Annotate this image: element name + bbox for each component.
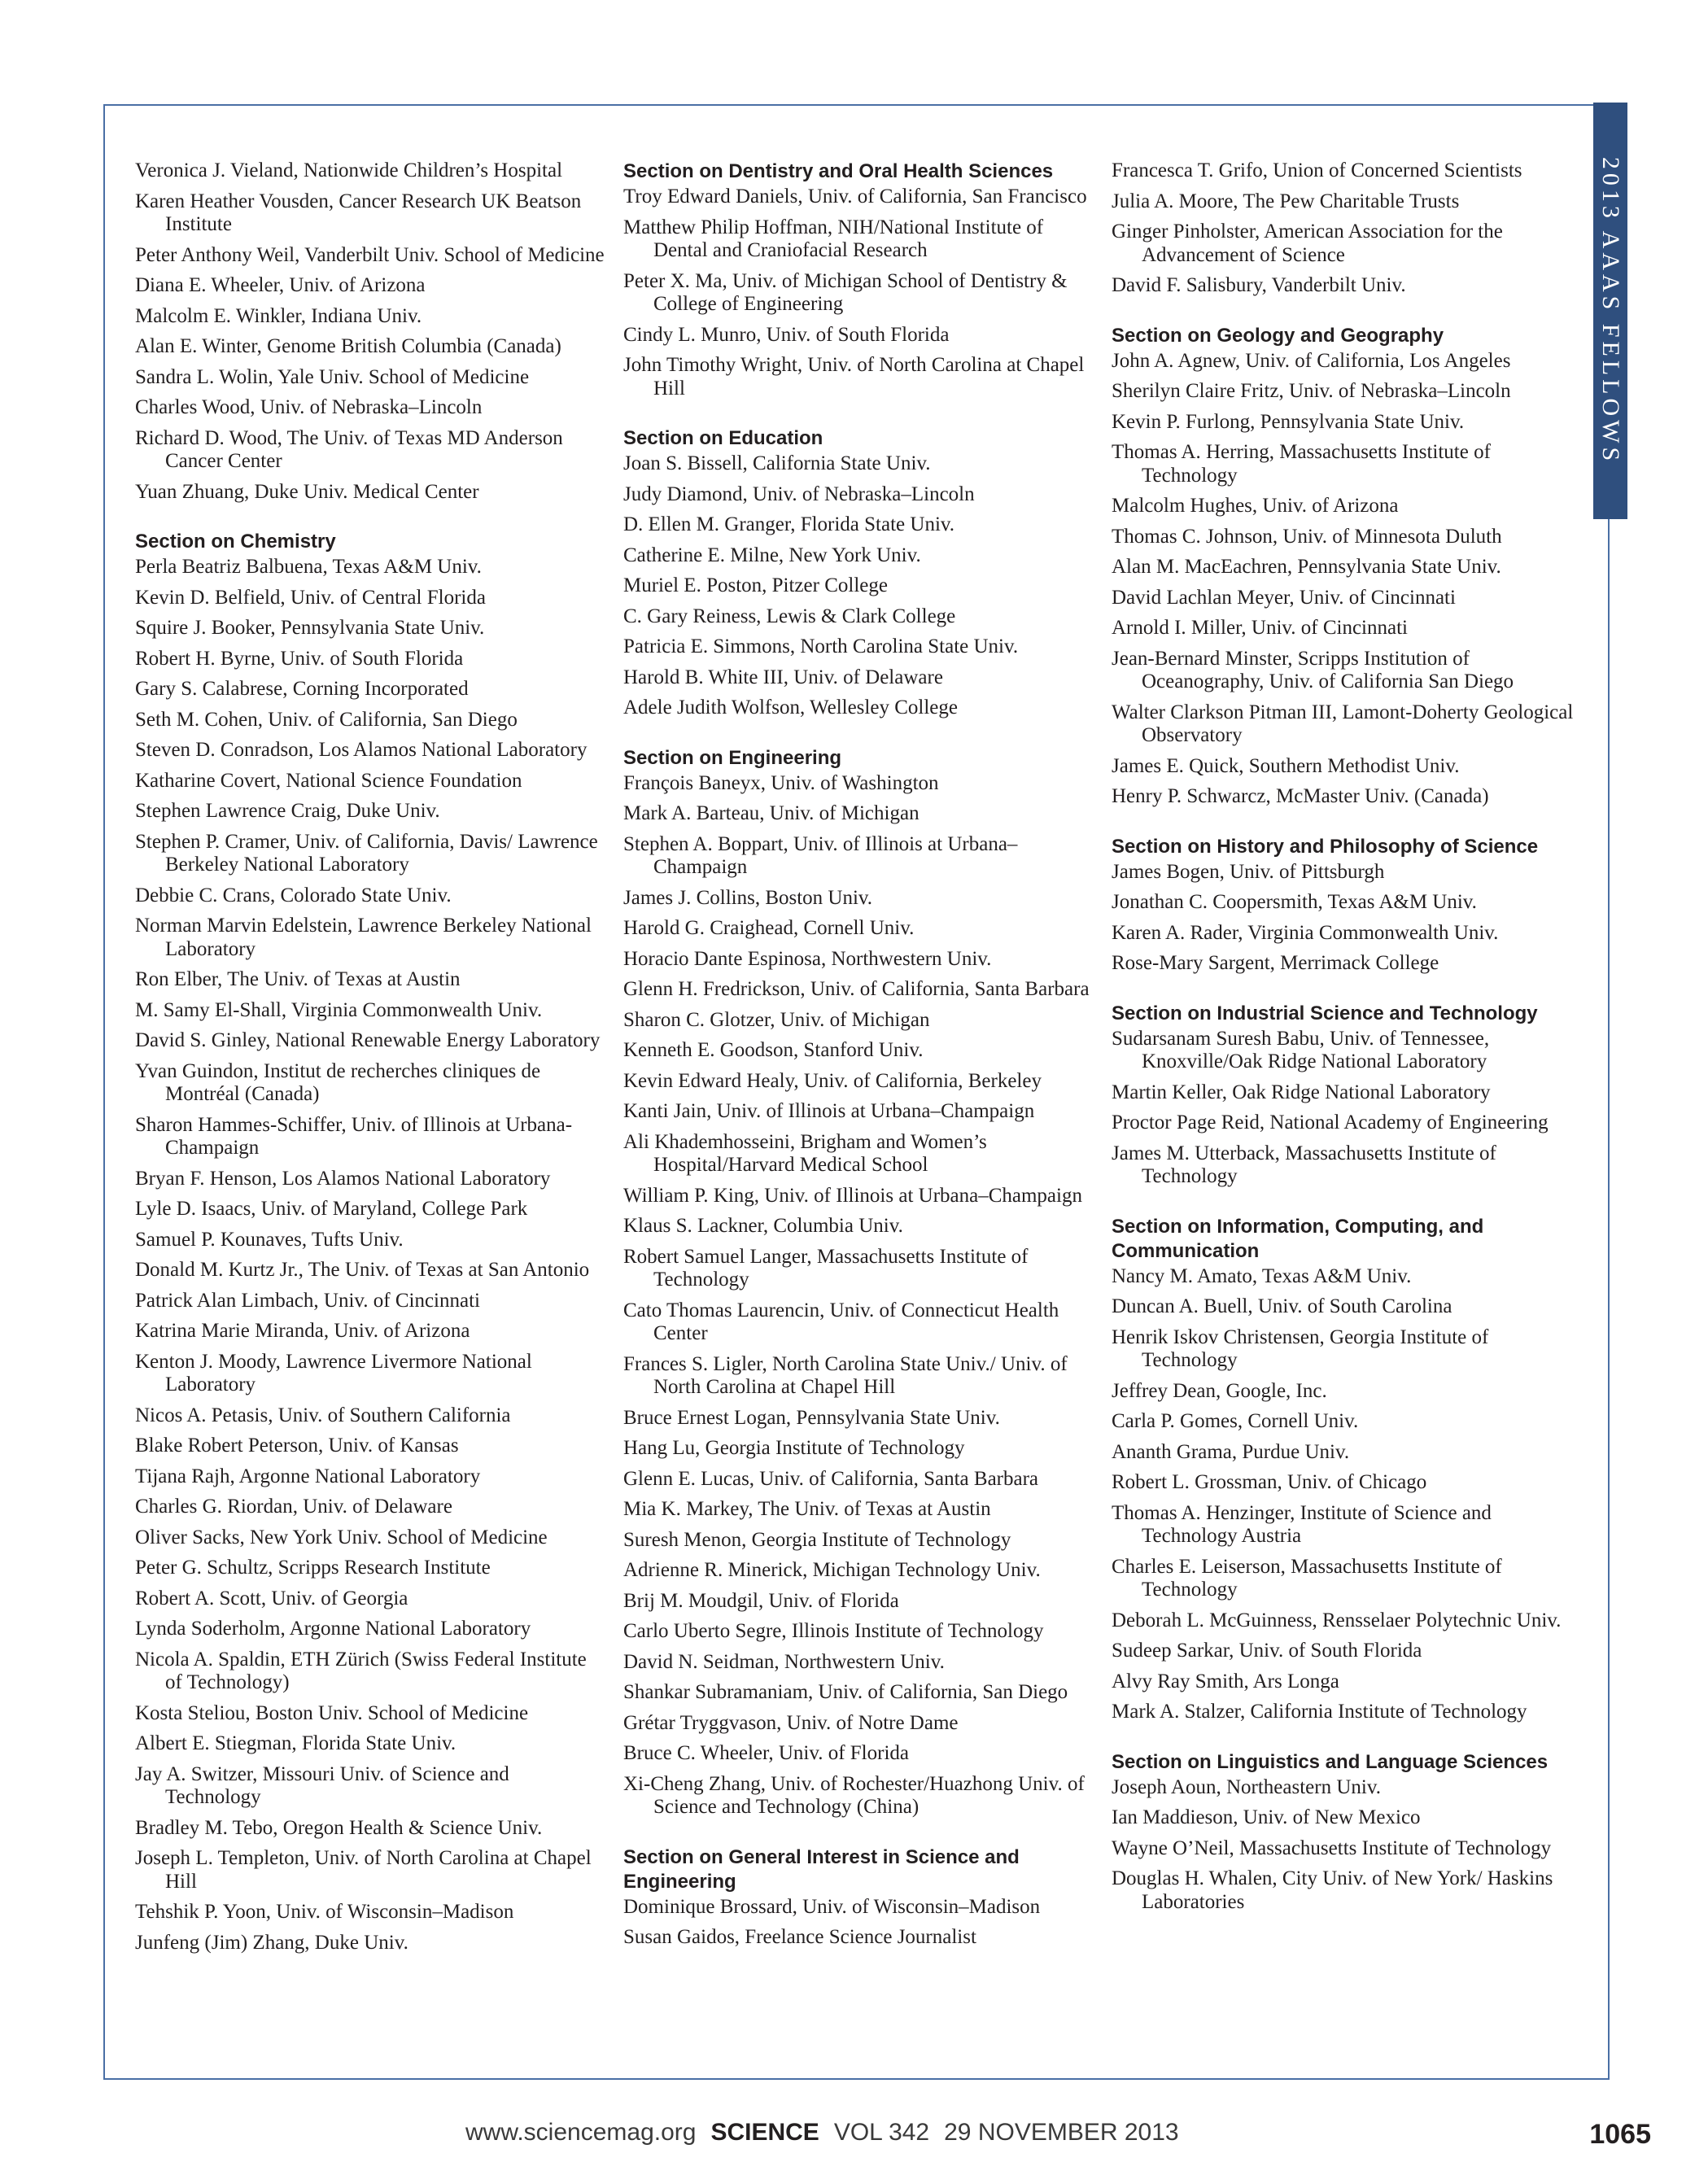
fellow-entry: Kevin D. Belfield, Univ. of Central Florida bbox=[135, 586, 486, 609]
fellow-entry: Veronica J. Vieland, Nationwide Children’s Hospital bbox=[135, 159, 563, 181]
fellow-entry: David S. Ginley, National Renewable Energy Laboratory bbox=[135, 1029, 601, 1051]
fellow-entry: Alvy Ray Smith, Ars Longa bbox=[1112, 1670, 1339, 1692]
fellow-entry: Robert H. Byrne, Univ. of South Florida bbox=[135, 647, 464, 670]
fellow-entry: Ian Maddieson, Univ. of New Mexico bbox=[1112, 1806, 1421, 1828]
side-tab-label: 2013 AAAS FELLOWS bbox=[1597, 156, 1625, 465]
fellow-entry: Kevin P. Furlong, Pennsylvania State Univ. bbox=[1112, 410, 1465, 433]
fellow-entry: Peter X. Ma, Univ. of Michigan School of Dentistry & College of Engineering bbox=[623, 269, 1068, 315]
fellow-entry: Malcolm Hughes, Univ. of Arizona bbox=[1112, 495, 1399, 517]
fellow-entry: Sherilyn Claire Fritz, Univ. of Nebraska–Lincoln bbox=[1112, 380, 1511, 402]
fellow-entry: Kanti Jain, Univ. of Illinois at Urbana–Champaign bbox=[623, 1100, 1035, 1122]
fellow-entry: Gary S. Calabrese, Corning Incorporated bbox=[135, 678, 469, 700]
fellow-entry: Adrienne R. Minerick, Michigan Technology Univ. bbox=[623, 1559, 1041, 1581]
fellow-entry: Harold G. Craighead, Cornell Univ. bbox=[623, 917, 915, 939]
fellow-entry: Robert Samuel Langer, Massachusetts Institute of Technology bbox=[623, 1245, 1029, 1291]
fellow-entry: Thomas A. Herring, Massachusetts Institute of Technology bbox=[1112, 441, 1491, 487]
fellow-entry: Mark A. Stalzer, California Institute of Technology bbox=[1112, 1701, 1527, 1723]
section-heading: Section on Information, Computing, and Communication bbox=[1112, 1215, 1484, 1262]
fellow-entry: Patrick Alan Limbach, Univ. of Cincinnati bbox=[135, 1289, 480, 1312]
fellow-entry: John Timothy Wright, Univ. of North Carolina at Chapel Hill bbox=[623, 354, 1085, 400]
fellow-entry: Ali Khademhosseini, Brigham and Women’s Hospital/Harvard Medical School bbox=[623, 1130, 987, 1176]
fellow-entry: Sharon C. Glotzer, Univ. of Michigan bbox=[623, 1008, 930, 1031]
fellow-entry: Jonathan C. Coopersmith, Texas A&M Univ. bbox=[1112, 891, 1477, 913]
fellow-entry: Jean-Bernard Minster, Scripps Institution of Oceanography, Univ. of California San Diego bbox=[1112, 647, 1514, 692]
fellow-entry: Walter Clarkson Pitman III, Lamont-Doherty Geological Observatory bbox=[1112, 701, 1574, 746]
fellow-entry: Deborah L. McGuinness, Rensselaer Polytechnic Univ. bbox=[1112, 1609, 1562, 1631]
fellow-entry: Cindy L. Munro, Univ. of South Florida bbox=[623, 323, 950, 346]
fellow-entry: Karen A. Rader, Virginia Commonwealth Univ. bbox=[1112, 921, 1499, 944]
fellow-entry: Bryan F. Henson, Los Alamos National Laboratory bbox=[135, 1167, 551, 1190]
fellow-entry: Thomas A. Henzinger, Institute of Science and Technology Austria bbox=[1112, 1501, 1492, 1547]
fellow-entry: Henrik Iskov Christensen, Georgia Institute of Technology bbox=[1112, 1326, 1489, 1371]
fellow-entry: Dominique Brossard, Univ. of Wisconsin–Madison bbox=[623, 1895, 1041, 1918]
fellow-entry: Francesca T. Grifo, Union of Concerned Scientists bbox=[1112, 159, 1522, 181]
fellow-entry: Arnold I. Miller, Univ. of Cincinnati bbox=[1112, 617, 1408, 639]
fellow-entry: Proctor Page Reid, National Academy of Engineering bbox=[1112, 1112, 1549, 1133]
fellow-entry: Douglas H. Whalen, City Univ. of New York/ Haskins Laboratories bbox=[1112, 1867, 1553, 1913]
fellow-entry: Stephen A. Boppart, Univ. of Illinois at Urbana–Champaign bbox=[623, 832, 1018, 878]
fellow-entry: Samuel P. Kounaves, Tufts Univ. bbox=[135, 1228, 404, 1251]
fellow-entry: Duncan A. Buell, Univ. of South Carolina bbox=[1112, 1295, 1452, 1317]
fellow-entry: Bruce C. Wheeler, Univ. of Florida bbox=[623, 1742, 909, 1764]
fellow-entry: Kenneth E. Goodson, Stanford Univ. bbox=[623, 1039, 924, 1061]
fellow-entry: Nancy M. Amato, Texas A&M Univ. bbox=[1112, 1264, 1412, 1287]
section-heading: Section on History and Philosophy of Science bbox=[1112, 835, 1539, 858]
section-side-tab bbox=[1593, 103, 1627, 519]
fellow-entry: William P. King, Univ. of Illinois at Urbana–Champaign bbox=[623, 1184, 1082, 1207]
fellow-entry: David N. Seidman, Northwestern Univ. bbox=[623, 1650, 945, 1673]
fellow-entry: Frances S. Ligler, North Carolina State Univ./ Univ. of North Carolina at Chapel Hill bbox=[623, 1352, 1068, 1398]
page-number: 1065 bbox=[1589, 2119, 1651, 2150]
fellow-entry: James E. Quick, Southern Methodist Univ. bbox=[1112, 754, 1460, 777]
fellow-entry: Peter Anthony Weil, Vanderbilt Univ. School of Medicine bbox=[135, 243, 605, 266]
fellow-entry: Karen Heather Vousden, Cancer Research UK Beatson Institute bbox=[135, 190, 582, 235]
section-heading: Section on Engineering bbox=[623, 746, 842, 769]
fellow-entry: C. Gary Reiness, Lewis & Clark College bbox=[623, 605, 956, 627]
fellow-entry: Patricia E. Simmons, North Carolina State Univ. bbox=[623, 635, 1019, 657]
fellow-entry: Cato Thomas Laurencin, Univ. of Connecticut Health Center bbox=[623, 1299, 1059, 1344]
fellow-entry: Donald M. Kurtz Jr., The Univ. of Texas at San Antonio bbox=[135, 1259, 590, 1281]
fellow-entry: Suresh Menon, Georgia Institute of Technology bbox=[623, 1528, 1011, 1551]
fellow-entry: Ginger Pinholster, American Association for the Advancement of Science bbox=[1112, 221, 1503, 266]
fellow-entry: Judy Diamond, Univ. of Nebraska–Lincoln bbox=[623, 483, 975, 505]
fellow-entry: Alan M. MacEachren, Pennsylvania State Univ. bbox=[1112, 556, 1501, 578]
fellow-entry: Henry P. Schwarcz, McMaster Univ. (Canada) bbox=[1112, 785, 1489, 807]
fellow-entry: Ananth Grama, Purdue Univ. bbox=[1112, 1440, 1350, 1463]
fellow-entry: Yuan Zhuang, Duke Univ. Medical Center bbox=[135, 480, 479, 503]
fellow-entry: Charles G. Riordan, Univ. of Delaware bbox=[135, 1496, 452, 1518]
fellow-entry: Glenn E. Lucas, Univ. of California, Santa Barbara bbox=[623, 1467, 1039, 1490]
fellow-entry: Kenton J. Moody, Lawrence Livermore National Laboratory bbox=[135, 1350, 532, 1395]
fellow-entry: Katrina Marie Miranda, Univ. of Arizona bbox=[135, 1320, 470, 1342]
footer-volume: VOL 342 bbox=[833, 2119, 930, 2146]
fellow-entry: Shankar Subramaniam, Univ. of California, San Diego bbox=[623, 1681, 1068, 1703]
fellow-entry: Grétar Tryggvason, Univ. of Notre Dame bbox=[623, 1711, 959, 1734]
footer-journal: SCIENCE bbox=[710, 2119, 819, 2146]
fellow-entry: Carla P. Gomes, Cornell Univ. bbox=[1112, 1410, 1359, 1432]
fellow-entry: Mark A. Barteau, Univ. of Michigan bbox=[623, 802, 920, 824]
fellow-entry: Blake Robert Peterson, Univ. of Kansas bbox=[135, 1435, 459, 1457]
fellow-entry: Muriel E. Poston, Pitzer College bbox=[623, 574, 888, 596]
fellow-entry: Catherine E. Milne, New York Univ. bbox=[623, 544, 921, 566]
column-2 bbox=[623, 159, 1095, 1957]
section-heading: Section on General Interest in Science and Engineering bbox=[623, 1845, 1020, 1893]
fellow-entry: Yvan Guindon, Institut de recherches cliniques de Montréal (Canada) bbox=[135, 1059, 541, 1105]
fellow-entry: Carlo Uberto Segre, Illinois Institute of Technology bbox=[623, 1620, 1044, 1642]
fellow-entry: Peter G. Schultz, Scripps Research Institute bbox=[135, 1557, 491, 1579]
fellow-entry: Lyle D. Isaacs, Univ. of Maryland, College Park bbox=[135, 1198, 528, 1220]
page-footer bbox=[465, 2119, 1651, 2150]
fellow-entry: James J. Collins, Boston Univ. bbox=[623, 886, 873, 909]
fellow-entry: François Baneyx, Univ. of Washington bbox=[623, 771, 939, 794]
fellow-entry: Bruce Ernest Logan, Pennsylvania State Univ. bbox=[623, 1406, 1000, 1429]
fellow-entry: Diana E. Wheeler, Univ. of Arizona bbox=[135, 274, 426, 296]
section-heading: Section on Education bbox=[623, 427, 823, 449]
fellow-entry: Sandra L. Wolin, Yale Univ. School of Medicine bbox=[135, 365, 530, 388]
fellow-entry: Junfeng (Jim) Zhang, Duke Univ. bbox=[135, 1931, 408, 1954]
section-heading: Section on Chemistry bbox=[135, 531, 336, 552]
fellow-entry: Stephen Lawrence Craig, Duke Univ. bbox=[135, 800, 440, 822]
fellow-entry: Troy Edward Daniels, Univ. of California, San Francisco bbox=[623, 186, 1087, 207]
column-1 bbox=[135, 159, 607, 1962]
fellow-entry: John A. Agnew, Univ. of California, Los Angeles bbox=[1112, 349, 1511, 372]
section-heading: Section on Dentistry and Oral Health Sciences bbox=[623, 160, 1054, 182]
fellow-entry: Charles E. Leiserson, Massachusetts Institute of Technology bbox=[1112, 1555, 1502, 1601]
fellow-entry: Adele Judith Wolfson, Wellesley College bbox=[623, 697, 958, 718]
footer-site: www.sciencemag.org bbox=[465, 2119, 697, 2146]
fellow-entry: Katharine Covert, National Science Foundation bbox=[135, 769, 522, 792]
fellow-entry: Sudeep Sarkar, Univ. of South Florida bbox=[1112, 1640, 1422, 1662]
fellow-entry: Ron Elber, The Univ. of Texas at Austin bbox=[135, 968, 461, 990]
fellow-entry: Stephen P. Cramer, Univ. of California, Davis/ Lawrence Berkeley National Laboratory bbox=[135, 830, 598, 876]
fellow-entry: Seth M. Cohen, Univ. of California, San Diego bbox=[135, 708, 518, 731]
fellow-entry: Mia K. Markey, The Univ. of Texas at Austin bbox=[623, 1498, 991, 1520]
fellow-entry: Glenn H. Fredrickson, Univ. of California, Santa Barbara bbox=[623, 978, 1090, 1000]
fellow-entry: Bradley M. Tebo, Oregon Health & Science Univ. bbox=[135, 1816, 543, 1839]
fellow-entry: Susan Gaidos, Freelance Science Journalist bbox=[623, 1926, 976, 1948]
fellow-entry: Horacio Dante Espinosa, Northwestern Univ. bbox=[623, 947, 992, 970]
fellow-entry: Xi-Cheng Zhang, Univ. of Rochester/Huazhong Univ. of Science and Technology (China) bbox=[623, 1772, 1085, 1818]
fellow-entry: James Bogen, Univ. of Pittsburgh bbox=[1112, 860, 1385, 883]
fellow-entry: Jeffrey Dean, Google, Inc. bbox=[1112, 1379, 1327, 1402]
fellow-entry: Martin Keller, Oak Ridge National Laboratory bbox=[1112, 1081, 1491, 1103]
fellow-entry: Kevin Edward Healy, Univ. of California, Berkeley bbox=[623, 1069, 1042, 1092]
fellow-entry: Nicos A. Petasis, Univ. of Southern California bbox=[135, 1404, 511, 1426]
fellow-entry: Norman Marvin Edelstein, Lawrence Berkeley National Laboratory bbox=[135, 915, 592, 960]
fellow-entry: Albert E. Stiegman, Florida State Univ. bbox=[135, 1732, 456, 1754]
fellow-entry: Tijana Rajh, Argonne National Laboratory bbox=[135, 1465, 481, 1487]
section-heading: Section on Linguistics and Language Sciences bbox=[1112, 1750, 1549, 1773]
fellow-entry: Rose-Mary Sargent, Merrimack College bbox=[1112, 952, 1439, 974]
footer-date: 29 NOVEMBER 2013 bbox=[944, 2119, 1179, 2146]
fellow-entry: Jay A. Switzer, Missouri Univ. of Science and Technology bbox=[135, 1762, 509, 1808]
fellow-entry: Sudarsanam Suresh Babu, Univ. of Tennessee, Knoxville/Oak Ridge National Laboratory bbox=[1112, 1027, 1490, 1072]
fellow-entry: Brij M. Moudgil, Univ. of Florida bbox=[623, 1589, 899, 1612]
fellow-entry: Lynda Soderholm, Argonne National Laboratory bbox=[135, 1618, 531, 1640]
section-heading: Section on Geology and Geography bbox=[1112, 324, 1444, 347]
fellow-entry: Charles Wood, Univ. of Nebraska–Lincoln bbox=[135, 396, 483, 418]
fellow-entry: David Lachlan Meyer, Univ. of Cincinnati bbox=[1112, 586, 1456, 609]
fellow-entry: Kosta Steliou, Boston Univ. School of Medicine bbox=[135, 1701, 529, 1724]
fellow-entry: Harold B. White III, Univ. of Delaware bbox=[623, 666, 943, 688]
fellow-entry: M. Samy El-Shall, Virginia Commonwealth Univ. bbox=[135, 998, 543, 1021]
fellow-entry: Robert A. Scott, Univ. of Georgia bbox=[135, 1587, 408, 1609]
fellow-entry: Klaus S. Lackner, Columbia Univ. bbox=[623, 1215, 903, 1237]
fellow-entry: Tehshik P. Yoon, Univ. of Wisconsin–Madison bbox=[135, 1901, 514, 1923]
fellow-entry: Nicola A. Spaldin, ETH Zürich (Swiss Federal Institute of Technology) bbox=[135, 1648, 587, 1693]
fellow-entry: D. Ellen M. Granger, Florida State Univ. bbox=[623, 513, 955, 535]
fellow-entry: James M. Utterback, Massachusetts Institute of Technology bbox=[1112, 1142, 1496, 1187]
fellow-entry: Wayne O’Neil, Massachusetts Institute of Technology bbox=[1112, 1837, 1552, 1859]
fellow-entry: Joseph Aoun, Northeastern Univ. bbox=[1112, 1775, 1381, 1798]
fellow-entry: Hang Lu, Georgia Institute of Technology bbox=[623, 1437, 965, 1459]
fellow-entry: Joseph L. Templeton, Univ. of North Carolina at Chapel Hill bbox=[135, 1847, 592, 1893]
fellow-entry: Squire J. Booker, Pennsylvania State Univ. bbox=[135, 617, 485, 639]
fellow-entry: Joan S. Bissell, California State Univ. bbox=[623, 452, 931, 474]
fellow-entry: Steven D. Conradson, Los Alamos National Laboratory bbox=[135, 739, 588, 761]
fellow-entry: David F. Salisbury, Vanderbilt Univ. bbox=[1112, 274, 1406, 296]
fellow-entry: Richard D. Wood, The Univ. of Texas MD Anderson Cancer Center bbox=[135, 426, 563, 472]
column-3 bbox=[1112, 159, 1584, 1921]
fellow-entry: Oliver Sacks, New York Univ. School of Medicine bbox=[135, 1526, 548, 1548]
fellow-entry: Debbie C. Crans, Colorado State Univ. bbox=[135, 884, 452, 906]
fellow-entry: Matthew Philip Hoffman, NIH/National Institute of Dental and Craniofacial Research bbox=[623, 216, 1044, 261]
fellow-entry: Malcolm E. Winkler, Indiana Univ. bbox=[135, 304, 422, 327]
fellow-entry: Sharon Hammes-Schiffer, Univ. of Illinois at Urbana-Champaign bbox=[135, 1113, 573, 1159]
fellow-entry: Perla Beatriz Balbuena, Texas A&M Univ. bbox=[135, 556, 482, 578]
fellow-entry: Alan E. Winter, Genome British Columbia (Canada) bbox=[135, 335, 561, 357]
fellow-entry: Julia A. Moore, The Pew Charitable Trusts bbox=[1112, 190, 1460, 212]
fellow-entry: Robert L. Grossman, Univ. of Chicago bbox=[1112, 1471, 1427, 1493]
section-heading: Section on Industrial Science and Technology bbox=[1112, 1002, 1538, 1024]
fellow-entry: Thomas C. Johnson, Univ. of Minnesota Duluth bbox=[1112, 525, 1502, 548]
